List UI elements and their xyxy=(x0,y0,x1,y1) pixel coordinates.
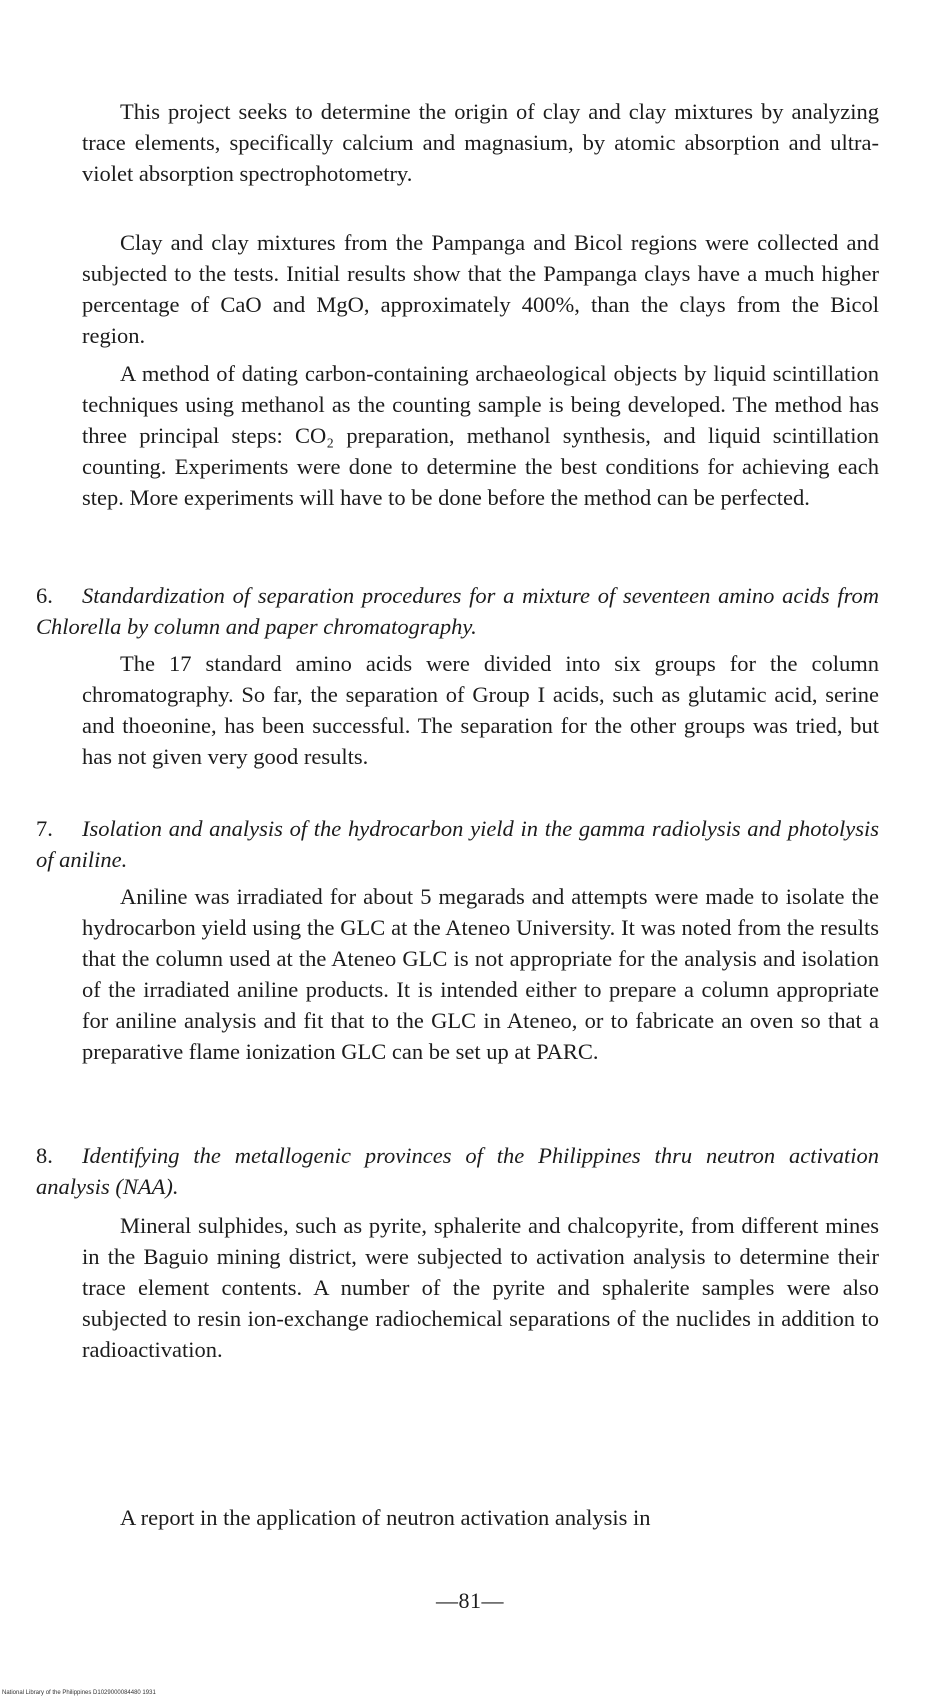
paragraph-clay-results: Clay and clay mixtures from the Pampanga and Bicol regions were collected and subjected to the tests. Initial results show that the Pampanga clays have a much higher percentage of CaO and MgO, approximately 400%, than the clays from the Bicol region. xyxy=(82,230,879,348)
scan-credit-line: National Library of the Philippines D1029000084480 1931 xyxy=(2,1690,156,1696)
item-8-body xyxy=(82,1210,879,1365)
item-number: 7. xyxy=(36,816,53,841)
item-7-heading xyxy=(36,813,879,875)
item-title: Standardization of separation procedures for a mixture of seventeen amino acids from Chlorella by column and paper chromatography. xyxy=(36,583,879,639)
item-number: 6. xyxy=(36,583,53,608)
item-8-heading xyxy=(36,1140,879,1202)
paragraph-carbon-dating: A method of dating carbon-containing archaeological objects by liquid scintillation techniques using methanol as the counting sample is being developed. The method has three principal steps: CO₂ preparation, methanol synthesis, and liquid scintillation counting. Experiments were done to determine the best conditions for achieving each step. More experiments will have to be done before the method can be perfected. xyxy=(82,361,879,510)
item-6-body xyxy=(82,648,879,772)
item-body: Mineral sulphides, such as pyrite, sphalerite and chalcopyrite, from different mines in the Baguio mining district, were subjected to activation analysis to determine their trace element contents. A number of the pyrite and sphalerite samples were also subjected to resin ion-exchange radiochemical separations of the nuclides in addition to radioactivation. xyxy=(82,1213,879,1362)
item-6-heading xyxy=(36,580,879,642)
item-body: The 17 standard amino acids were divided into six groups for the column chromatography. So far, the separation of Group I acids, such as glutamic acid, serine and thoeonine, has been successful. The separation for the other groups was tried, but has not given very good results. xyxy=(82,651,879,769)
item-body: Aniline was irradiated for about 5 megarads and attempts were made to isolate the hydrocarbon yield using the GLC at the Ateneo University. It was noted from the results that the column used at the Ateneo GLC is not appropriate for the analysis and isolation of the irradiated aniline products. It is intended either to prepare a column appropriate for aniline analysis and fit that to the GLC in Ateneo, or to fabricate an oven so that a preparative flame ionization GLC can be set up at PARC. xyxy=(82,884,879,1064)
item-7-body xyxy=(82,881,879,1067)
paragraph-neutron-report: A report in the application of neutron activation analysis in xyxy=(120,1505,651,1530)
item-title: Identifying the metallogenic provinces of the Philippines thru neutron activation analysis (NAA). xyxy=(36,1143,879,1199)
item-number: 8. xyxy=(36,1143,53,1168)
item-title: Isolation and analysis of the hydrocarbon yield in the gamma radiolysis and photolysis of aniline. xyxy=(36,816,879,872)
paragraph-clay-origin: This project seeks to determine the origin of clay and clay mixtures by analyzing trace elements, specifically calcium and magnasium, by atomic absorption and ultra-violet absorption spectrophotometry. xyxy=(82,99,879,186)
body-paragraph xyxy=(82,358,879,513)
closing-paragraph xyxy=(82,1502,879,1533)
body-paragraph xyxy=(82,96,879,189)
body-paragraph xyxy=(82,227,879,351)
page-number: —81— xyxy=(436,1588,504,1613)
